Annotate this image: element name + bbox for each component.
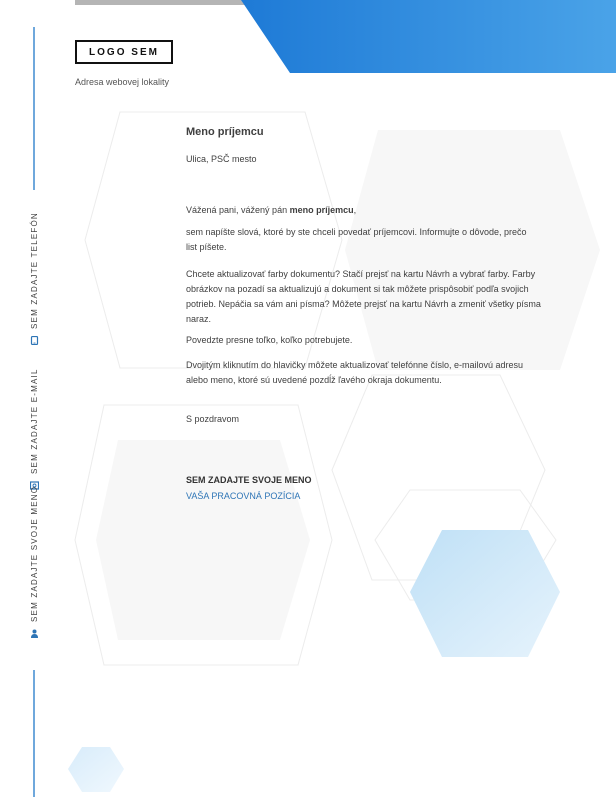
body-paragraph-2[interactable]: Chcete aktualizovať farby dokumentu? Stačí prejsť na kartu Návrh a vybrať farby. Farby obrázkov na pozadí sa aktualizujú a dokument si tak môžete prispôsobiť podľa svojich potrieb. Nepáčia sa vám ani písma? Môžete prejsť na kartu Návrh a zmeniť všetky písma naraz. <box>186 269 541 324</box>
signer-position[interactable]: VAŠA PRACOVNÁ POZÍCIA <box>186 491 301 501</box>
recipient-name[interactable]: Meno príjemcu <box>186 126 264 138</box>
body-paragraph-3[interactable]: Povedzte presne toľko, koľko potrebujete. <box>186 335 353 345</box>
sidebar-name[interactable]: SEM ZADAJTE SVOJE MENO <box>30 485 39 622</box>
phone-icon <box>30 336 39 345</box>
closing[interactable]: S pozdravom <box>186 414 240 424</box>
blue-hexagon-small <box>68 747 124 792</box>
body-paragraph-1[interactable]: sem napíšte slová, ktoré by ste chceli povedať príjemcovi. Informujte o dôvode, prečo list píšete. <box>186 227 527 252</box>
letter-body <box>186 124 541 501</box>
logo[interactable]: LOGO SEM <box>75 40 173 64</box>
blue-hexagon-large <box>410 530 560 657</box>
salutation-start: Vážená pani, vážený pán <box>186 205 290 215</box>
recipient-address[interactable]: Ulica, PSČ mesto <box>186 154 257 164</box>
top-blue-banner <box>241 0 616 73</box>
sidebar-email[interactable]: SEM ZADAJTE E-MAIL <box>30 368 39 474</box>
signer-name[interactable]: SEM ZADAJTE SVOJE MENO <box>186 475 312 485</box>
person-icon <box>30 629 39 638</box>
top-gray-strip <box>75 0 250 5</box>
sidebar-phone[interactable]: SEM ZADAJTE TELEFÓN <box>30 212 39 329</box>
salutation-end: , <box>353 205 357 215</box>
faint-hexagon <box>96 440 310 640</box>
website-address[interactable]: Adresa webovej lokality <box>75 77 170 87</box>
salutation-recipient-name[interactable]: meno príjemcu <box>289 205 354 215</box>
salutation[interactable] <box>186 203 356 218</box>
body-paragraph-4[interactable]: Dvojitým kliknutím do hlavičky môžete aktualizovať telefónne číslo, e-mailovú adresu alebo meno, ktoré sú uvedené pozdĺž ľavého okraja dokumentu. <box>186 360 524 385</box>
